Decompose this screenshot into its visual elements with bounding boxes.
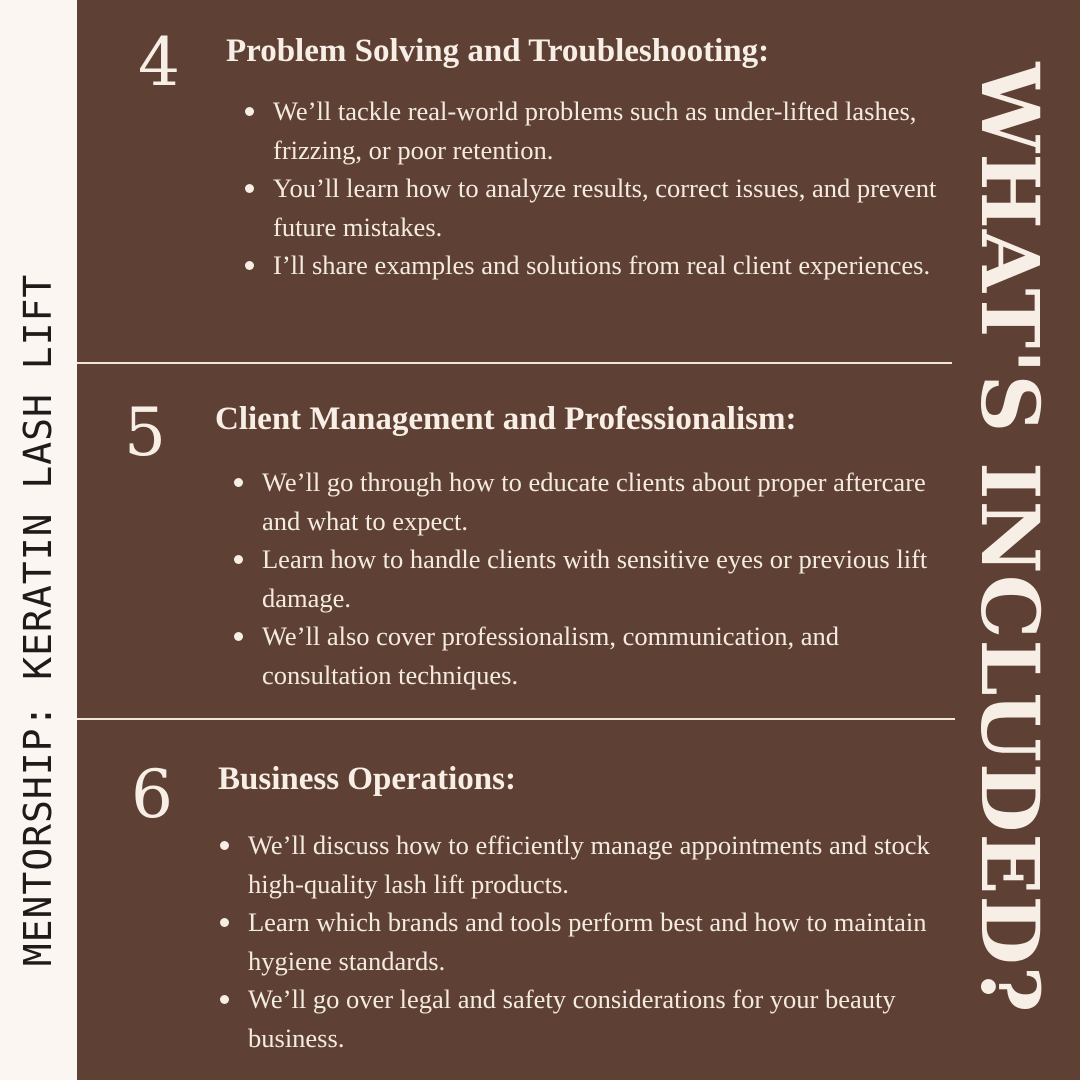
section-number: 5 (124, 394, 166, 471)
section-number: 6 (131, 756, 173, 833)
section-title: Problem Solving and Troubleshooting: (226, 33, 770, 69)
list-item: We’ll tackle real-world problems such as under-lifted lashes, frizzing, or poor retention. (245, 92, 950, 169)
section-title: Business Operations: (218, 761, 516, 797)
side-label-text: MENTORSHIP: KERATIN LASH LIFT (16, 273, 60, 967)
divider (77, 362, 952, 364)
list-item: Learn which brands and tools perform best and how to maintain hygiene standards. (220, 903, 930, 980)
bullet-list (245, 92, 950, 285)
list-item: We’ll discuss how to efficiently manage appointments and stock high-quality lash lift products. (220, 826, 930, 903)
list-item: We’ll go over legal and safety considerations for your beauty business. (220, 980, 930, 1057)
list-item: I’ll share examples and solutions from real client experiences. (245, 246, 950, 285)
list-item: You’ll learn how to analyze results, correct issues, and prevent future mistakes. (245, 169, 950, 246)
section-number: 4 (138, 24, 180, 101)
list-item: Learn how to handle clients with sensitive eyes or previous lift damage. (234, 540, 939, 617)
section-title: Client Management and Professionalism: (215, 401, 797, 437)
list-item: We’ll go through how to educate clients about proper aftercare and what to expect. (234, 463, 939, 540)
list-item: We’ll also cover professionalism, communication, and consultation techniques. (234, 617, 939, 694)
bullet-list (220, 826, 930, 1057)
big-title-text: WHAT'S INCLUDED? (963, 62, 1057, 1014)
bullet-list (234, 463, 939, 694)
divider (77, 718, 955, 720)
